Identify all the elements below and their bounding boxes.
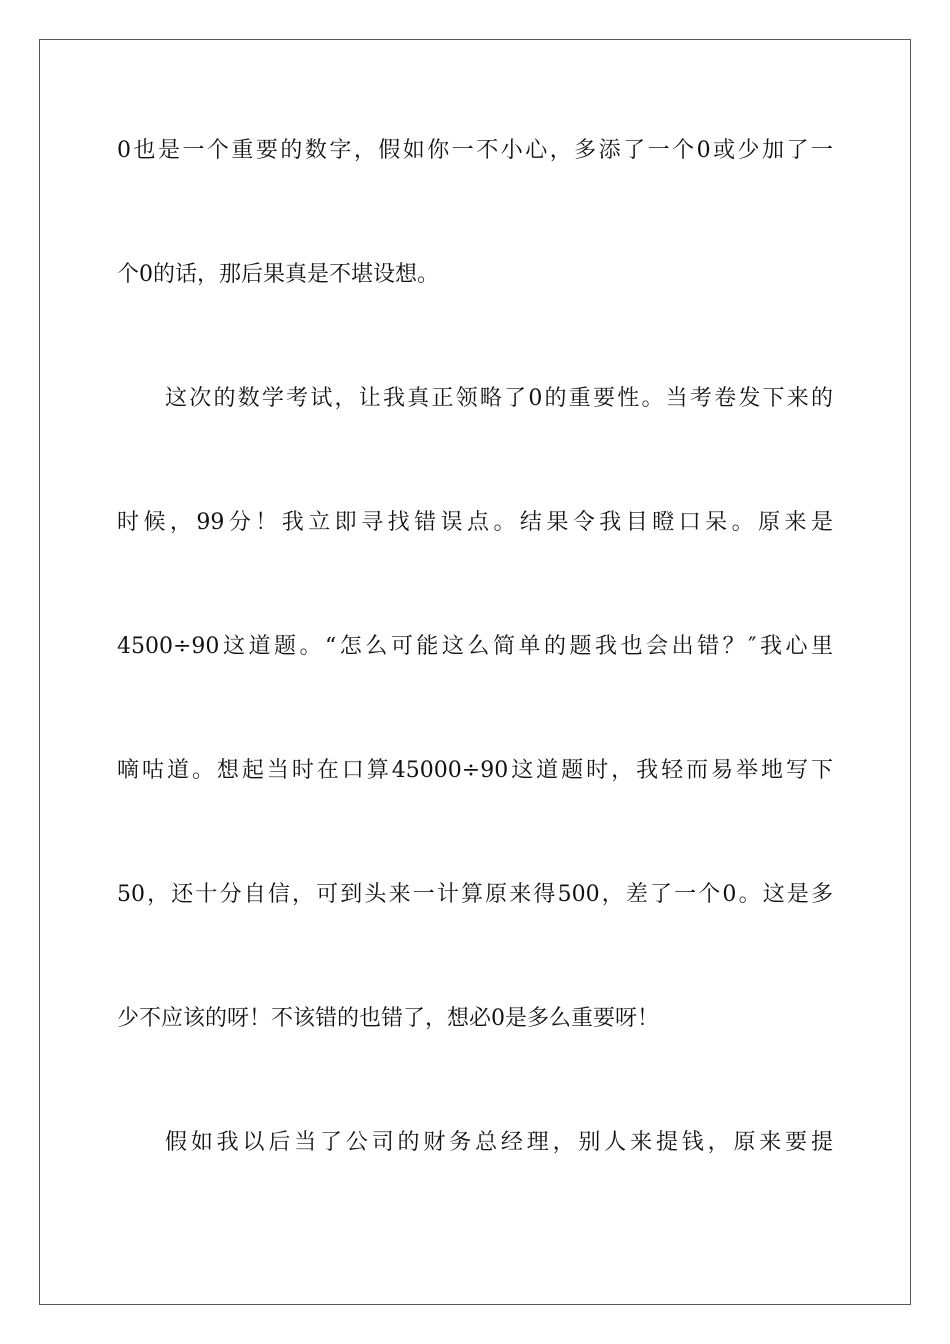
paragraph-line: 个0的话，那后果真是不堪设想。 [117, 262, 439, 287]
paragraph-line: 少不应该的呀！不该错的也错了，想必0是多么重要呀！ [117, 1006, 659, 1031]
paragraph-line: 4500÷90这道题。“怎么可能这么简单的题我也会出错？″我心里 [117, 634, 833, 659]
paragraph-line: 50，还十分自信，可到头来一计算原来得500，差了一个0。这是多 [117, 882, 833, 907]
paragraph-line: 0也是一个重要的数字，假如你一不小心，多添了一个0或少加了一 [117, 138, 833, 163]
paragraph-line: 这次的数学考试，让我真正领略了0的重要性。当考卷发下来的 [165, 386, 833, 411]
paragraph-line: 假如我以后当了公司的财务总经理，别人来提钱，原来要提 [165, 1130, 833, 1155]
paragraph-line: 时候，99分！我立即寻找错误点。结果令我目瞪口呆。原来是 [117, 510, 833, 535]
paragraph-line: 嘀咕道。想起当时在口算45000÷90这道题时，我轻而易举地写下 [117, 758, 833, 783]
page-border [39, 39, 911, 1305]
